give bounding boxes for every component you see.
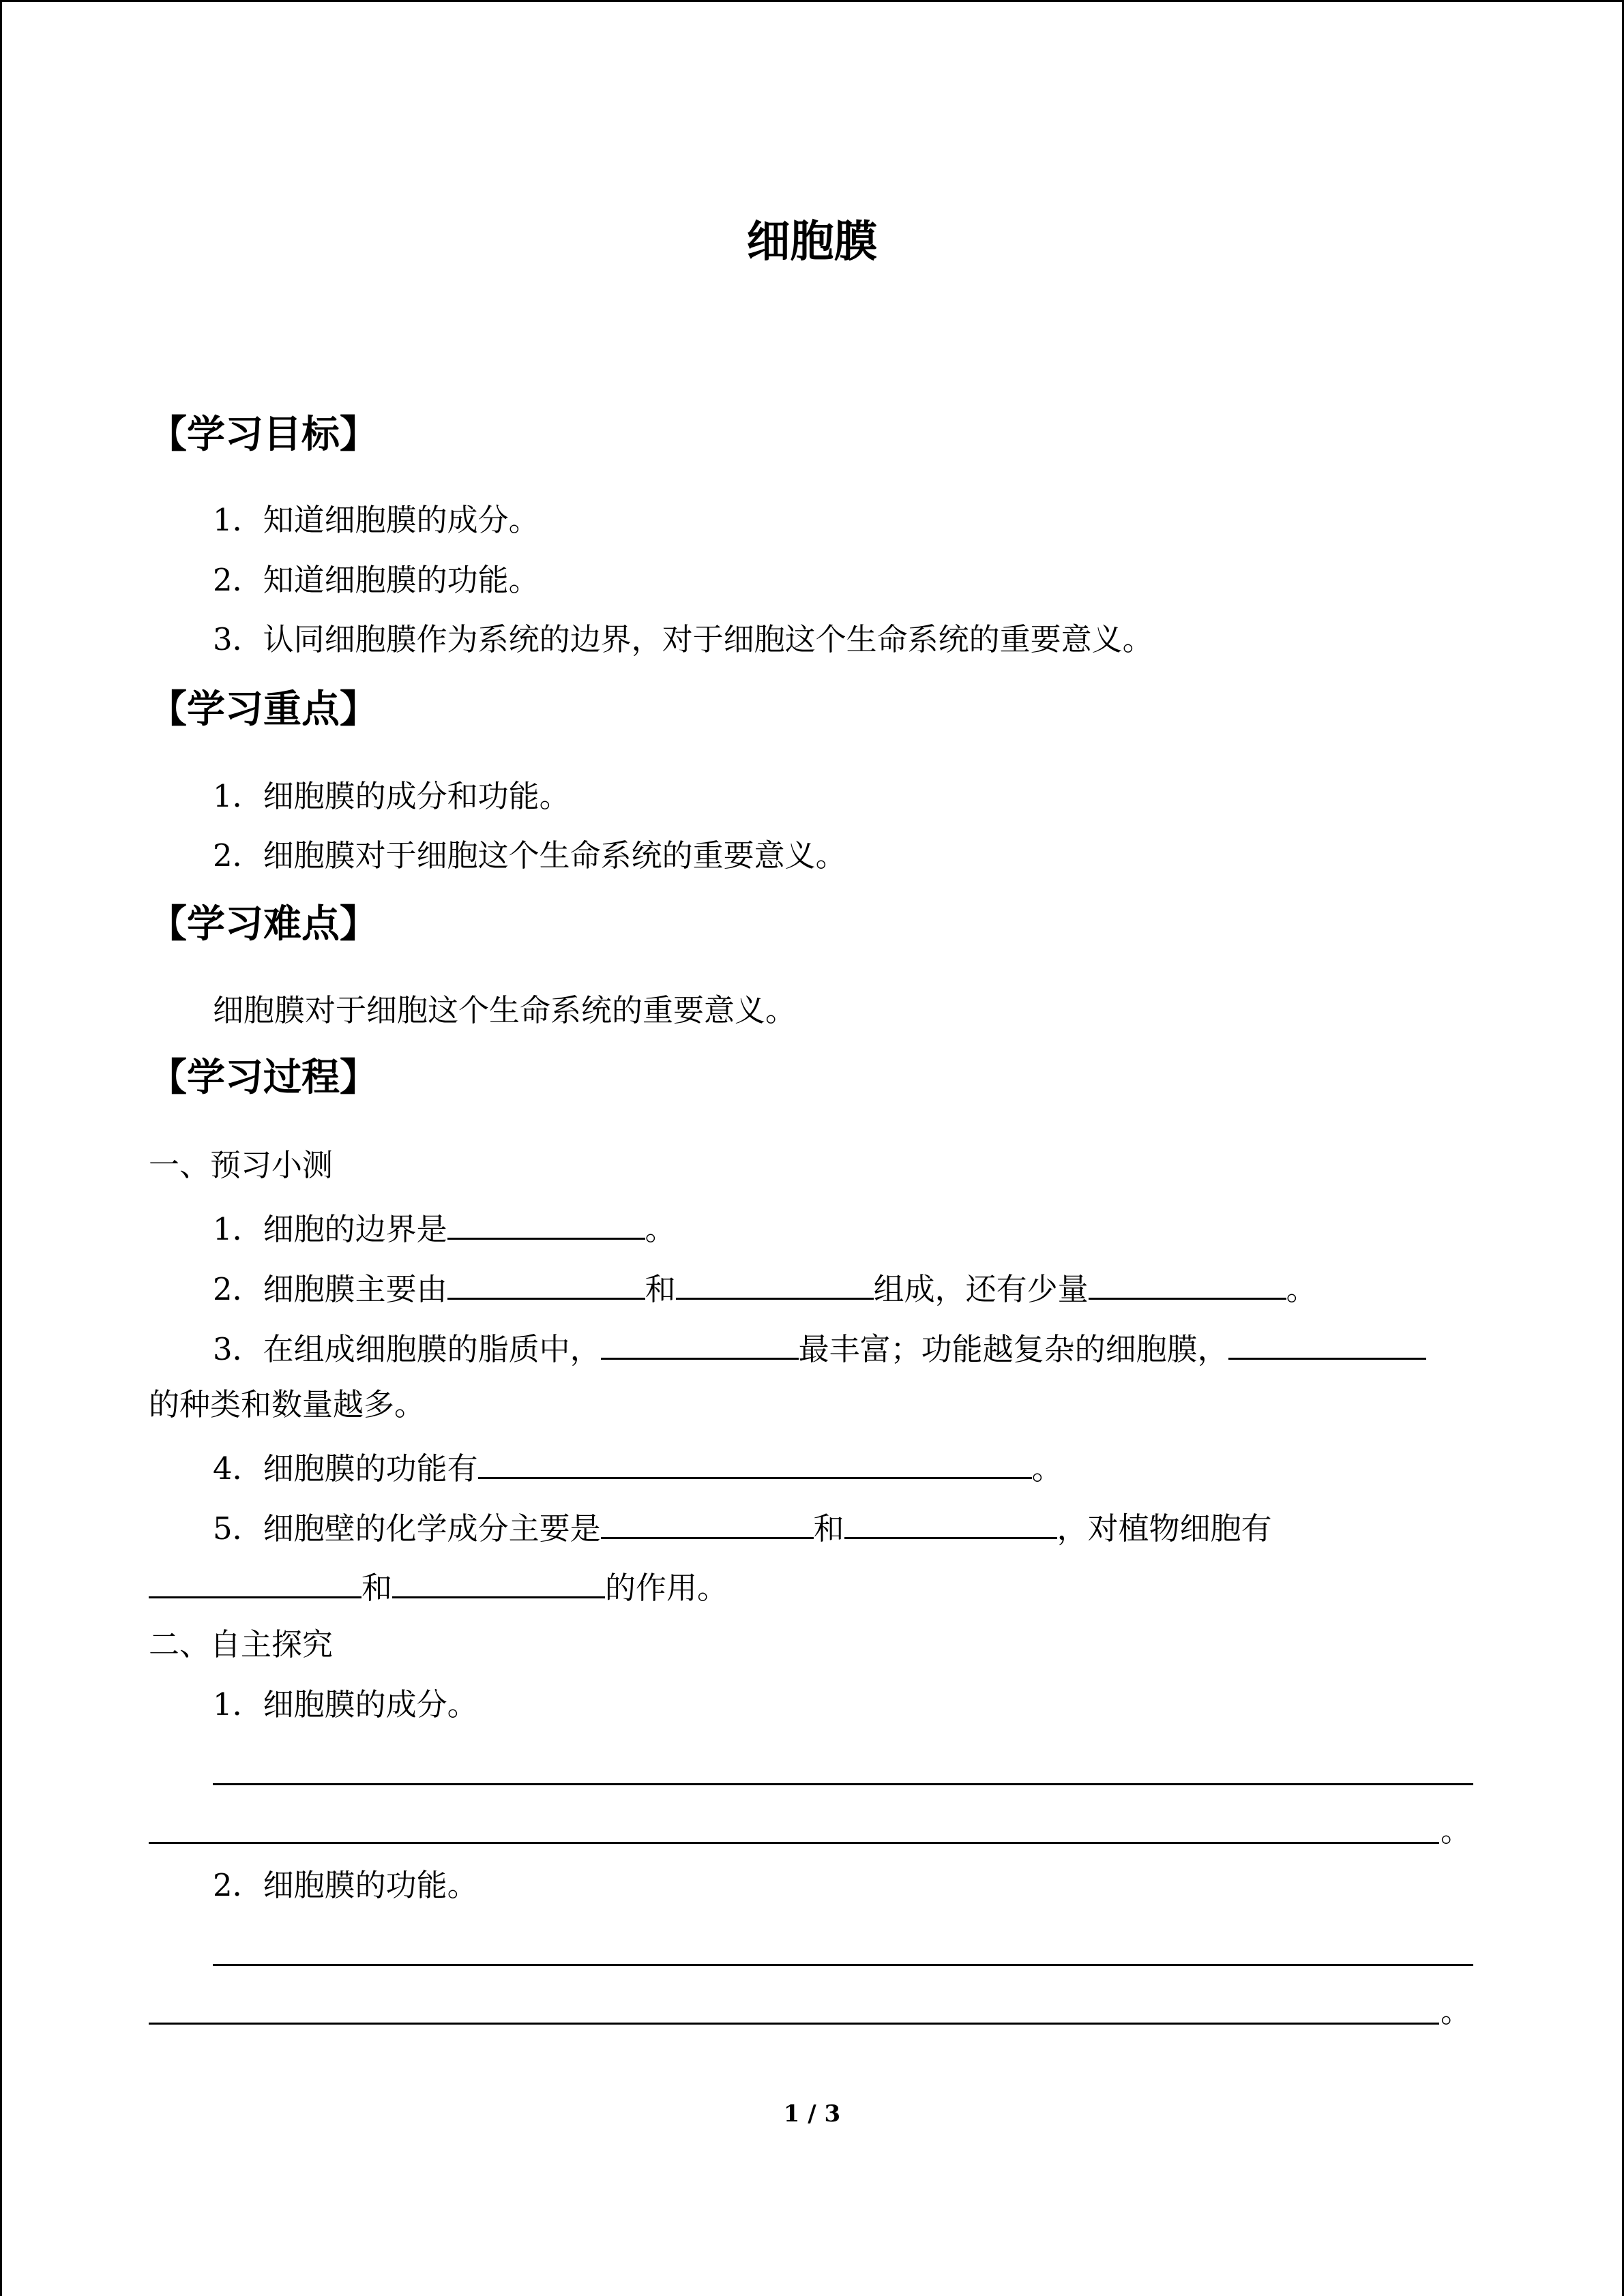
- answer-blank[interactable]: [844, 1504, 1057, 1539]
- answer-end-mark: 。: [1441, 1813, 1472, 1849]
- preview-q2: 2．细胞膜主要由 和 组成，还有少量 。: [213, 1265, 1317, 1310]
- process-heading: 【学习过程】: [149, 1056, 378, 1100]
- objective-item: 3．认同细胞膜作为系统的边界，对于细胞这个生命系统的重要意义。: [213, 621, 1153, 657]
- answer-blank[interactable]: [1089, 1265, 1286, 1300]
- answer-blank[interactable]: [601, 1504, 814, 1539]
- answer-end-mark: 。: [1441, 1993, 1472, 2029]
- page-title: 细胞膜: [746, 217, 878, 267]
- answer-line[interactable]: [213, 1964, 1473, 1966]
- explore-q2: 2．细胞膜的功能。: [213, 1867, 478, 1903]
- preview-q3-cont: 的种类和数量越多。: [149, 1386, 426, 1422]
- preview-q1: 1．细胞的边界是 。: [213, 1205, 676, 1250]
- answer-blank[interactable]: [676, 1265, 874, 1300]
- answer-blank[interactable]: [392, 1564, 605, 1598]
- answer-blank[interactable]: [149, 1564, 361, 1598]
- part2-title: 二、自主探究: [149, 1626, 334, 1663]
- answer-blank[interactable]: [478, 1444, 1032, 1479]
- objectives-heading: 【学习目标】: [149, 413, 378, 457]
- answer-blank[interactable]: [1228, 1325, 1426, 1360]
- objective-item: 1．知道细胞膜的成分。: [213, 502, 540, 538]
- key-point-item: 1．细胞膜的成分和功能。: [213, 778, 570, 814]
- answer-line[interactable]: [213, 1783, 1473, 1785]
- difficulty-text: 细胞膜对于细胞这个生命系统的重要意义。: [213, 992, 797, 1028]
- explore-q1: 1．细胞膜的成分。: [213, 1686, 478, 1723]
- answer-blank[interactable]: [447, 1265, 645, 1300]
- difficulties-heading: 【学习难点】: [149, 902, 378, 946]
- objective-item: 2．知道细胞膜的功能。: [213, 562, 540, 598]
- answer-blank[interactable]: [601, 1325, 799, 1360]
- preview-q4: 4．细胞膜的功能有 。: [213, 1444, 1063, 1489]
- key-points-heading: 【学习重点】: [149, 687, 378, 732]
- preview-q5: 5．细胞壁的化学成分主要是 和 ，对植物细胞有: [213, 1504, 1272, 1549]
- preview-q5-cont: 和 的作用。: [149, 1564, 728, 1609]
- answer-line[interactable]: [149, 2023, 1439, 2025]
- answer-blank[interactable]: [447, 1205, 645, 1240]
- preview-q3: 3．在组成细胞膜的脂质中， 最丰富；功能越复杂的细胞膜，: [213, 1325, 1426, 1370]
- page-number: 1 / 3: [783, 2100, 841, 2128]
- answer-line[interactable]: [149, 1842, 1439, 1844]
- part1-title: 一、预习小测: [149, 1147, 334, 1183]
- key-point-item: 2．细胞膜对于细胞这个生命系统的重要意义。: [213, 837, 846, 874]
